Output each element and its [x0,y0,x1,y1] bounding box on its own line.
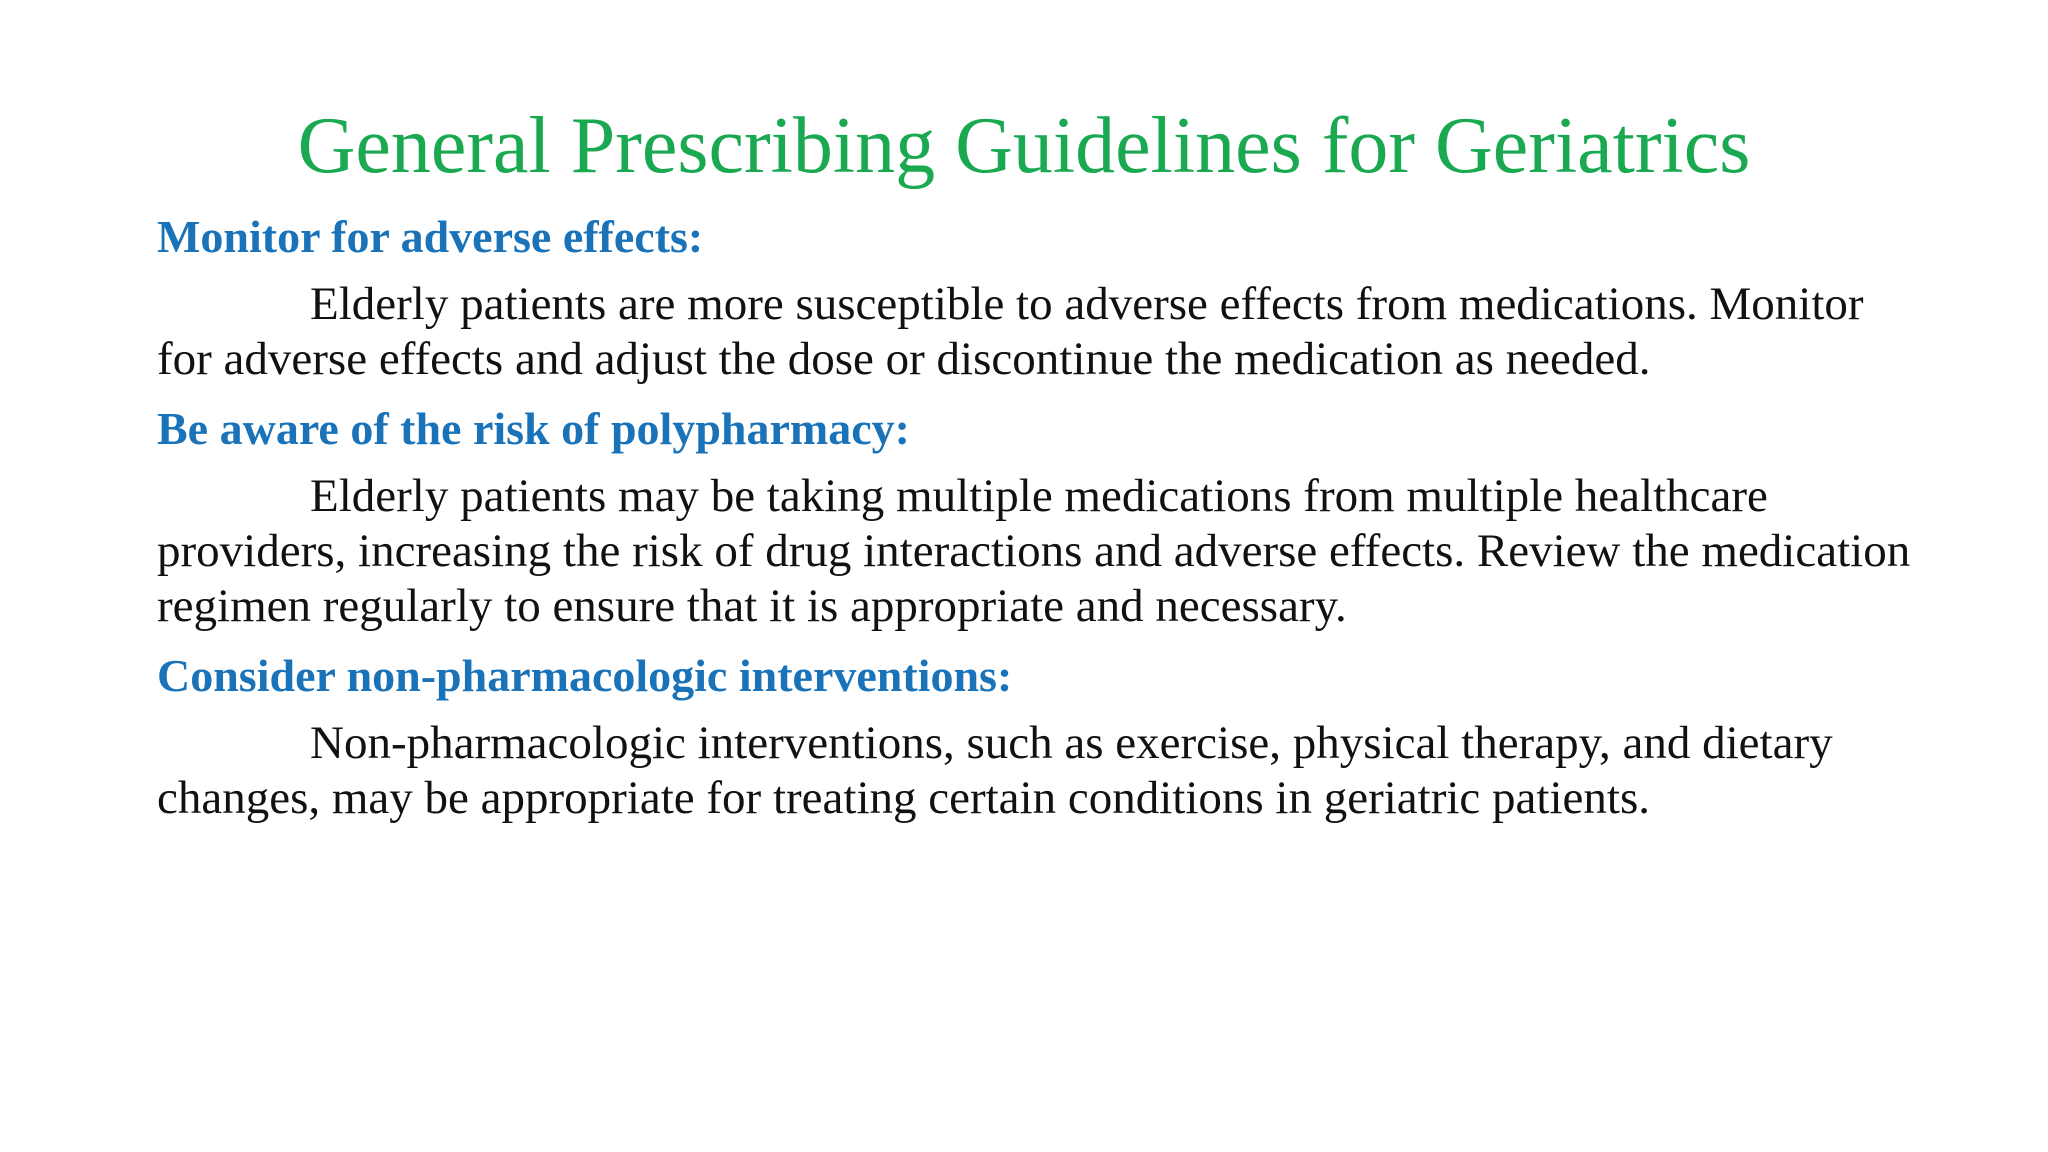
section-polypharmacy-risk [157,397,1917,634]
slide-content [157,205,1917,836]
section-body: Non-pharmacologic interventions, such as exercise, physical therapy, and dietary changes, may be appropriate for treating certain conditions in geriatric patients. [157,717,1833,824]
slide-title: General Prescribing Guidelines for Geriatrics [297,102,1751,190]
section-heading: Consider non-pharmacologic interventions: [157,650,1013,701]
section-body: Elderly patients may be taking multiple medications from multiple healthcare providers, increasing the risk of drug interactions and adverse effects. Review the medication regimen regularly to ensure that it is appropriate and necessary. [157,470,1911,632]
section-heading: Be aware of the risk of polypharmacy: [157,403,910,454]
section-monitor-adverse-effects [157,205,1917,387]
section-non-pharmacologic-interventions [157,644,1917,826]
section-body: Elderly patients are more susceptible to adverse effects from medications. Monitor for adverse effects and adjust the dose or discontinue the medication as needed. [157,278,1864,385]
section-heading: Monitor for adverse effects: [157,211,704,262]
